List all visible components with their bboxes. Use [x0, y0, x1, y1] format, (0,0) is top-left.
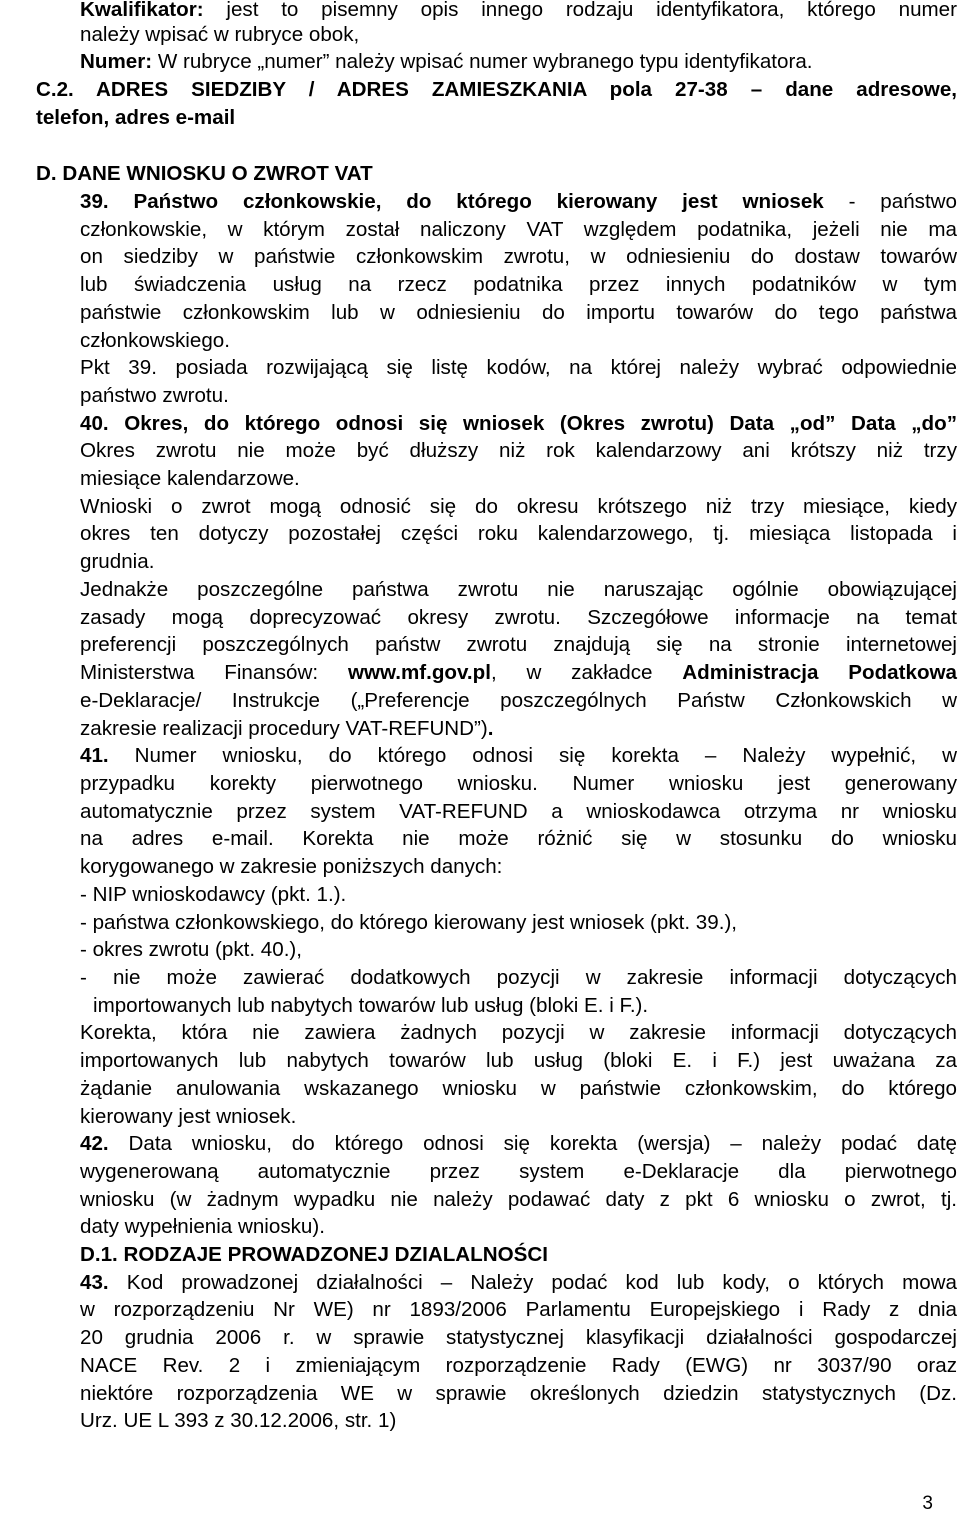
text-run: Numer:: [80, 50, 158, 73]
text-run: Okres zwrotu nie może być dłuższy niż rok kalendarzowy ani krótszy niż trzy: [80, 439, 957, 462]
text-run: wygenerowaną automatycznie przez system e-Deklaracje dla pierwotnego: [80, 1160, 957, 1183]
text-run: miesiące kalendarzowe.: [80, 467, 300, 490]
text-line: [80, 1217, 325, 1238]
text-run: preferencji poszczególnych państw zwrotu znajdują się na stronie internetowej: [80, 633, 957, 656]
text-line: [36, 108, 235, 129]
text-run: NACE Rev. 2 i zmieniającym rozporządzenie Rady (EWG) nr 3037/90 oraz: [80, 1354, 957, 1377]
text-run: Pkt 39. posiada rozwijającą się listę kodów, na której należy wybrać odpowiednie: [80, 356, 957, 379]
text-line: [80, 1300, 957, 1321]
text-run: kierowany jest wniosek.: [80, 1105, 297, 1128]
text-run: 39. Państwo członkowskie, do którego kierowany jest wniosek: [80, 190, 824, 213]
page-number: 3: [922, 1493, 933, 1514]
text-line: [80, 608, 957, 629]
text-line: [80, 275, 957, 296]
text-run: automatycznie przez system VAT-REFUND a wnioskodawca otrzyma nr wniosku: [80, 800, 957, 823]
text-run: - państwo: [823, 190, 957, 213]
text-run: wniosku (w żadnym wypadku nie należy podawać daty z pkt 6 wniosku o zwrot, tj.: [80, 1188, 957, 1211]
text-run: lub świadczenia usług na rzecz podatnika przez innych podatników w tym: [80, 273, 957, 296]
text-line: [80, 441, 957, 462]
text-run: Kwalifikator:: [80, 0, 227, 21]
text-line: [80, 746, 957, 767]
text-run: korygowanego w zakresie poniższych danych:: [80, 855, 503, 878]
text-line: [80, 386, 229, 407]
text-line: [80, 247, 957, 268]
text-line: [80, 580, 957, 601]
text-line: [80, 829, 957, 850]
text-run: żądanie anulowania wskazanego wniosku w państwie członkowskim, do którego: [80, 1077, 957, 1100]
text-run: - państwa członkowskiego, do którego kierowany jest wniosek (pkt. 39.),: [80, 911, 738, 934]
text-run: państwo zwrotu.: [80, 384, 229, 407]
text-line: [80, 552, 154, 573]
text-line: [80, 940, 302, 961]
text-line: [36, 164, 373, 185]
text-line: [80, 469, 300, 490]
text-line: [80, 774, 957, 795]
text-run: w rozporządzeniu Nr WE) nr 1893/2006 Parlamentu Europejskiego i Rady z dnia: [80, 1298, 957, 1321]
text-run: Urz. UE L 393 z 30.12.2006, str. 1): [80, 1409, 397, 1432]
text-line: [80, 802, 957, 823]
text-line: [80, 857, 502, 878]
text-line: [80, 497, 957, 518]
text-run: Wnioski o zwrot mogą odnosić się do okresu krótszego niż trzy miesiące, kiedy: [80, 495, 957, 518]
text-run: Data wniosku, do którego odnosi się korekta (wersja) – należy podać datę: [108, 1132, 957, 1155]
text-line: [80, 1190, 957, 1211]
text-run: 41.: [80, 744, 109, 767]
text-run: przypadku korekty pierwotnego wniosku. Numer wniosku jest generowany: [80, 772, 957, 795]
text-run: telefon, adres e-mail: [36, 106, 236, 129]
text-line: [80, 1051, 957, 1072]
text-run: .: [487, 717, 494, 740]
text-run: W rubryce „numer” należy wpisać numer wybranego typu identyfikatora.: [157, 50, 813, 73]
text-run: 42.: [80, 1132, 109, 1155]
text-run: 20 grudnia 2006 r. w sprawie statystycznej klasyfikacji działalności gospodarczej: [80, 1326, 957, 1349]
text-line: [80, 885, 346, 906]
text-run: niektóre rozporządzenia WE w sprawie określonych dziedzin statystycznych (Dz.: [80, 1382, 957, 1405]
text-run: 43.: [80, 1271, 109, 1294]
text-run: Korekta, która nie zawiera żadnych pozycji w zakresie informacji dotyczących: [80, 1021, 957, 1044]
text-line: [36, 80, 957, 101]
text-run: 40. Okres, do którego odnosi się wniosek (Okres zwrotu) Data „od” Data „do”: [80, 412, 957, 435]
text-line: [80, 1384, 957, 1405]
text-line: [80, 1107, 296, 1128]
text-line: [80, 1245, 548, 1266]
text-run: zasady mogą doprecyzować okresy zwrotu. Szczegółowe informacje na temat: [80, 606, 957, 629]
text-run: , w zakładce: [490, 661, 683, 684]
text-line: [80, 414, 957, 435]
text-run: Jednakże poszczególne państwa zwrotu nie naruszając ogólnie obowiązującej: [80, 578, 957, 601]
text-run: D.1. RODZAJE PROWADZONEJ DZIALALNOŚCI: [80, 1243, 548, 1266]
text-line: [80, 1273, 957, 1294]
text-run: na adres e-mail. Korekta nie może różnić się w stosunku do wniosku: [80, 827, 957, 850]
text-line: [80, 968, 957, 989]
text-line: [80, 52, 813, 73]
text-run: państwie członkowskim lub w odniesieniu do importu towarów do tego państwa: [80, 301, 957, 324]
text-run: Numer wniosku, do którego odnosi się korekta – Należy wypełnić, w: [108, 744, 957, 767]
text-run: Ministerstwa Finansów:: [80, 661, 348, 684]
text-line: [80, 1134, 957, 1155]
text-line: [80, 220, 957, 241]
text-run: importowanych lub nabytych towarów lub usług (bloki E. i F.) jest uważana za: [80, 1049, 957, 1072]
text-run: okres ten dotyczy pozostałej części roku kalendarzowego, tj. miesiąca listopada i: [80, 522, 957, 545]
text-run: e-Deklaracje/ Instrukcje („Preferencje poszczególnych Państw Członkowskich w: [80, 689, 957, 712]
text-run: importowanych lub nabytych towarów lub usług (bloki E. i F.).: [93, 994, 649, 1017]
text-run: Kod prowadzonej działalności – Należy podać kod lub kody, o których mowa: [108, 1271, 957, 1294]
text-run: grudnia.: [80, 550, 155, 573]
text-line: [80, 358, 957, 379]
text-line: [80, 1328, 957, 1349]
text-line: [80, 25, 359, 46]
text-run: należy wpisać w rubryce obok,: [80, 23, 360, 46]
text-line: [80, 1162, 957, 1183]
text-run: członkowskiego.: [80, 329, 230, 352]
text-run: www.mf.gov.pl: [347, 661, 491, 684]
text-line: [80, 691, 957, 712]
text-run: C.2. ADRES SIEDZIBY / ADRES ZAMIESZKANIA pola 27-38 – dane adresowe,: [36, 78, 957, 101]
text-run: zakresie realizacji procedury VAT-REFUND”): [80, 717, 488, 740]
text-run: on siedziby w państwie członkowskim zwrotu, w odniesieniu do dostaw towarów: [80, 245, 957, 268]
text-run: daty wypełnienia wniosku).: [80, 1215, 325, 1238]
text-line: [93, 996, 648, 1017]
text-line: [80, 635, 957, 656]
text-line: [80, 1411, 396, 1432]
text-run: - NIP wnioskodawcy (pkt. 1.).: [80, 883, 347, 906]
text-line: [80, 663, 957, 684]
text-run: - nie może zawierać dodatkowych pozycji w zakresie informacji dotyczących: [80, 966, 957, 989]
text-line: [80, 524, 957, 545]
text-run: - okres zwrotu (pkt. 40.),: [80, 938, 303, 961]
text-line: [80, 719, 494, 740]
text-line: [80, 1356, 957, 1377]
text-line: [80, 192, 957, 213]
text-run: członkowskie, w którym został naliczony VAT względem podatnika, jeżeli nie ma: [80, 218, 957, 241]
text-line: [80, 1023, 957, 1044]
text-line: [80, 1079, 957, 1100]
text-run: jest to pisemny opis innego rodzaju identyfikatora, którego numer: [226, 0, 957, 21]
text-run: Administracja Podatkowa: [682, 661, 958, 684]
text-line: [80, 0, 957, 21]
text-line: [80, 913, 737, 934]
text-run: D. DANE WNIOSKU O ZWROT VAT: [36, 162, 373, 185]
text-line: [80, 331, 230, 352]
text-line: [80, 303, 957, 324]
